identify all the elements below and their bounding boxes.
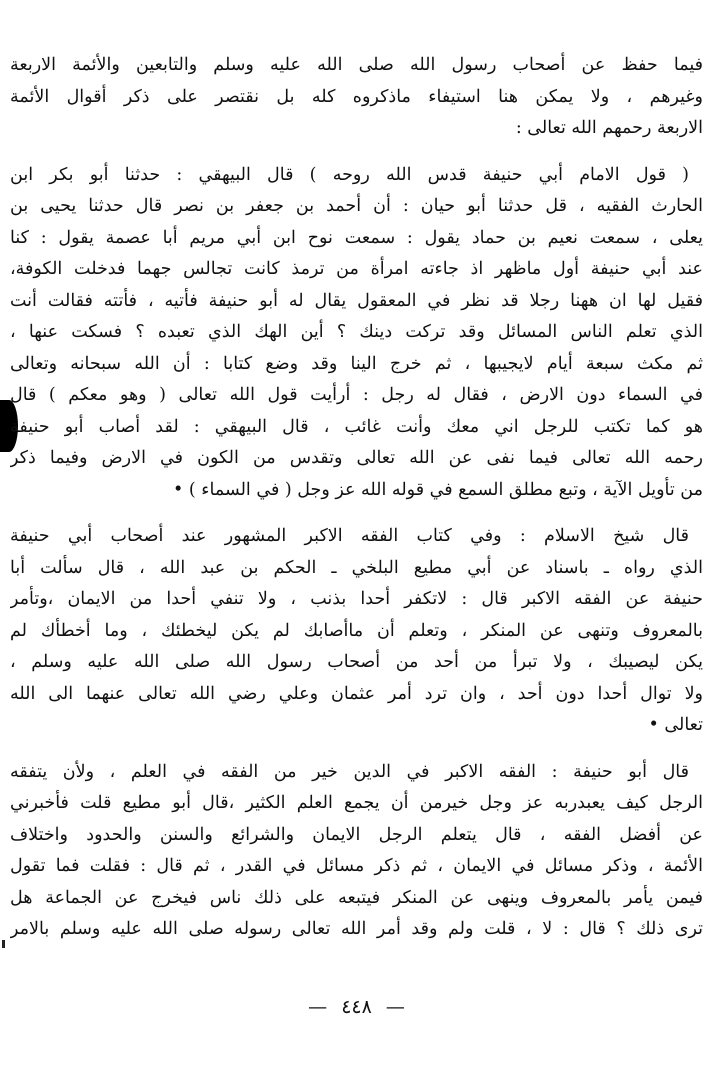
text-line: عن أفضل الفقه ، قال يتعلم الرجل الايمان والشرائع والسنن والحدود واختلاف <box>10 824 703 845</box>
text-line: فيما حفظ عن أصحاب رسول الله صلى الله عليه وسلم والتابعين والأئمة الاربعة <box>10 55 703 75</box>
page-edge-mark <box>2 940 5 948</box>
page-number-dash-right: — <box>385 996 405 1018</box>
text-line: قال أبو حنيفة : الفقه الاكبر في الدين خير من الفقه في العلم ، ولأن يتفقه <box>10 761 689 782</box>
text-line: هو كما تكتب للرجل اني معك وأنت غائب ، قال البيهقي : لقد أصاب أبو حنيفة <box>10 416 703 437</box>
text-line: وغيرهم ، ولا يمكن هنا استيفاء ماذكروه كله بل نقتصر على ذكر أقوال الأئمة <box>10 86 703 107</box>
paragraph-gap <box>10 145 703 160</box>
paragraph-abu-hanifa-fiqh <box>10 757 703 946</box>
text-line: الاربعة رحمهم الله تعالى : <box>515 118 703 138</box>
text-line: الذي تعلم الناس المسائل وقد تركت دينك ؟ أين الهك الذي تعبده ؟ فسكت عنها ، <box>10 322 703 342</box>
page-body <box>10 50 703 946</box>
text-line: الحارث الفقيه ، قل حدثنا أبو حيان : أن أحمد بن جعفر بن نصر قال حدثنا يحيى بن <box>10 196 703 216</box>
text-line: ولا توال أحدا دون أحد ، وان ترد أمر عثمان وعلي رضي الله تعالى عنهما الى الله <box>10 683 703 704</box>
text-line: الذي رواه ـ باسناد عن أبي مطيع البلخي ـ الحكم بن عبد الله ، قال سألت أبا <box>10 557 703 578</box>
text-line: حنيفة عن الفقه الاكبر قال : لاتكفر أحدا بذنب ، ولا تنفي أحدا من الايمان ،وتأمر <box>10 589 703 609</box>
page-number-value: ٤٤٨ <box>341 996 372 1018</box>
text-line: قال شيخ الاسلام : وفي كتاب الفقه الاكبر المشهور عند أصحاب أبي حنيفة <box>10 526 689 546</box>
page-number <box>0 992 713 1022</box>
text-line: الأئمة ، وذكر مسائل في الايمان ، ثم ذكر مسائل في القدر ، ثم قال : فقلت فما تقول <box>10 856 703 876</box>
text-line: من تأويل الآية ، وتبع مطلق السمع في قوله الله عز وجل ( في السماء ) • <box>173 479 703 500</box>
text-line: فيمن يأمر بالمعروف وينهى عن المنكر فيتبعه على ذلك ناس فيخرج عن الجماعة هل <box>10 887 703 908</box>
text-line: في السماء دون الارض ، فقال له رجل : أرأيت قول الله تعالى ( وهو معكم ) قال <box>10 385 703 405</box>
text-line: ترى ذلك ؟ قال : لا ، قلت ولم وقد أمر الله تعالى رسوله صلى الله عليه وسلم بالامر <box>10 919 703 939</box>
text-line: يعلى ، سمعت نعيم بن حماد يقول : سمعت نوح ابن أبي مريم أبا عصمة يقول : كنا <box>10 227 703 248</box>
text-line: رحمه الله تعالى فيما نفى عن الله تعالى وتقدس من الكون في الارض وفيما ذكر <box>10 448 703 468</box>
paragraph-intro <box>10 50 703 145</box>
text-line: عند أبي حنيفة أول ماظهر اذ جاءته امرأة من ترمذ كانت تجالس جهما فدخلت الكوفة، <box>10 259 703 279</box>
text-line: ثم مكث سبعة أيام لايجيبها ، ثم خرج الينا وقد وضع كتابا : أن الله سبحانه وتعالى <box>10 353 703 374</box>
text-line: فقيل لها ان ههنا رجلا قد نظر في المعقول يقال له أبو حنيفة فأتيه ، فأتته فقالت أنت <box>10 290 703 311</box>
paragraph-gap <box>10 506 703 521</box>
paragraph-abu-hanifa-bayhaqi <box>10 160 703 507</box>
text-line: الرجل كيف يعبدربه عز وجل خيرمن أن يجمع العلم الكثير ،قال أبو مطيع قلت فأخبرني <box>10 793 703 813</box>
page-number-dash-left: — <box>308 996 328 1018</box>
text-line: بالمعروف وتنهى عن المنكر ، وتعلم أن ماأصابك لم يكن ليخطئك ، وما أخطأك لم <box>10 620 703 641</box>
text-line: يكن ليصيبك ، ولا تبرأ من أحد من أصحاب رسول الله صلى الله عليه وسلم ، <box>10 652 703 672</box>
paragraph-gap <box>10 742 703 757</box>
paragraph-fiqh-akbar <box>10 521 703 742</box>
text-line: ( قول الامام أبي حنيفة قدس الله روحه ) قال البيهقي : حدثنا أبو بكر ابن <box>10 164 689 185</box>
text-line: تعالى • <box>648 715 703 735</box>
